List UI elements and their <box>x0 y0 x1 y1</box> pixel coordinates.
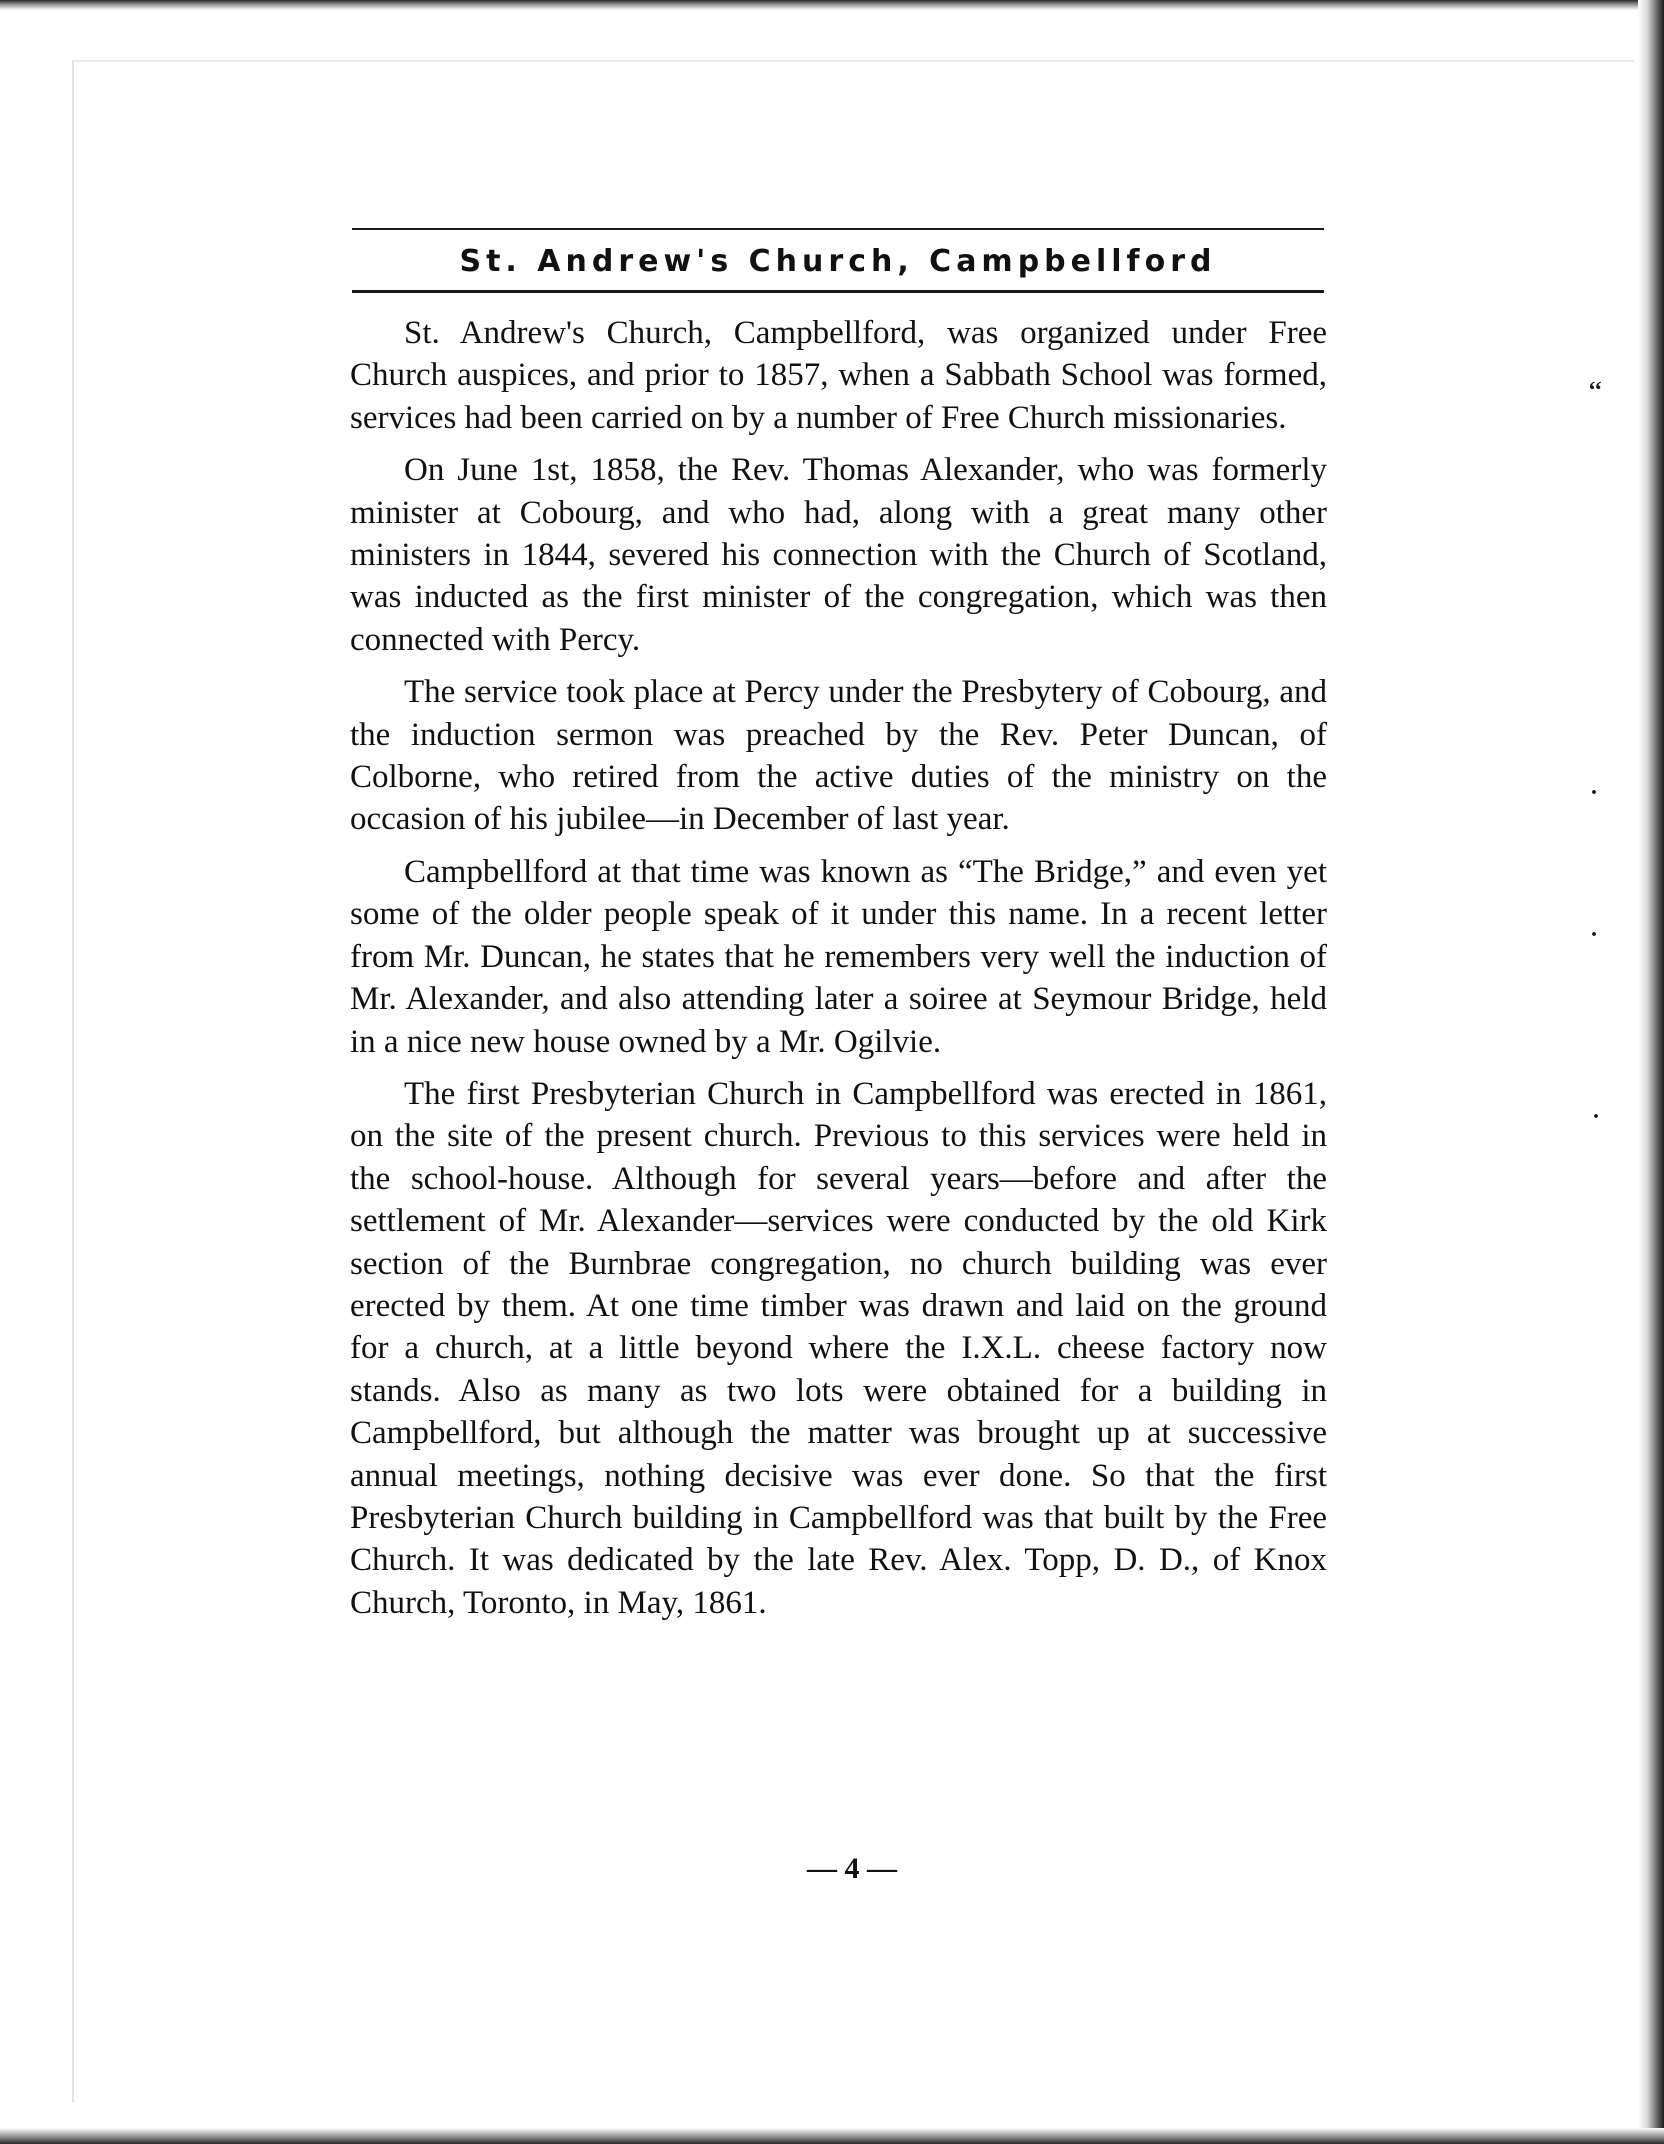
body-text <box>350 312 1327 1634</box>
margin-dot: · <box>1592 1104 1601 1130</box>
paragraph: On June 1st, 1858, the Rev. Thomas Alexander, who was formerly minister at Cobourg, and who had, along with a great many other ministers in 1844, severed his connection with the Church of Scotland, was inducted as the first minister of the congregation, which was then connected with Percy. <box>350 452 1327 658</box>
margin-mark-top-right: ‘‘ <box>1588 378 1603 404</box>
running-header <box>352 228 1324 293</box>
page-number: — 4 — <box>807 1852 897 1885</box>
paragraph: St. Andrew's Church, Campbellford, was organized under Free Church auspices, and prior to 1857, when a Sabbath School was formed, services had been carried on by a number of Free Church missionaries. <box>350 315 1327 436</box>
paragraph: The first Presbyterian Church in Campbellford was erected in 1861, on the site of the present church. Previous to this services were held in the school-house. Although for several years—before and after the settlement of Mr. Alexander—services were conducted by the old Kirk section of the Burnbrae congregation, no church building was ever erected by them. At one time timber was drawn and laid on the ground for a church, at a little beyond where the I.X.L. cheese factory now stands. Also as many as two lots were obtained for a building in Campbellford, but although the matter was brought up at successive annual meetings, nothing decisive was ever done. So that the first Presbyterian Church building in Campbellford was that built by the Free Church. It was dedicated by the late Rev. Alex. Topp, D. D., of Knox Church, Toronto, in May, 1861. <box>350 1075 1327 1621</box>
scan-edge-bottom <box>0 2128 1664 2144</box>
scan-edge-right <box>1638 0 1664 2144</box>
margin-dot: · <box>1590 922 1599 948</box>
scan-edge-top <box>0 0 1664 10</box>
header-rule-bottom <box>352 290 1324 293</box>
paragraph: The service took place at Percy under the Presbytery of Cobourg, and the induction sermon was preached by the Rev. Peter Duncan, of Colborne, who retired from the active duties of the ministry on the occasion of his jubilee—in December of last year. <box>350 674 1327 838</box>
running-title: St. Andrew's Church, Campbellford <box>459 244 1217 279</box>
margin-dot: · <box>1590 780 1599 806</box>
paragraph: Campbellford at that time was known as “The Bridge,” and even yet some of the older people speak of it under this name. In a recent letter from Mr. Duncan, he states that he remembers very well the induction of Mr. Alexander, and also attending later a soiree at Seymour Bridge, held in a nice new house owned by a Mr. Ogilvie. <box>350 853 1327 1060</box>
